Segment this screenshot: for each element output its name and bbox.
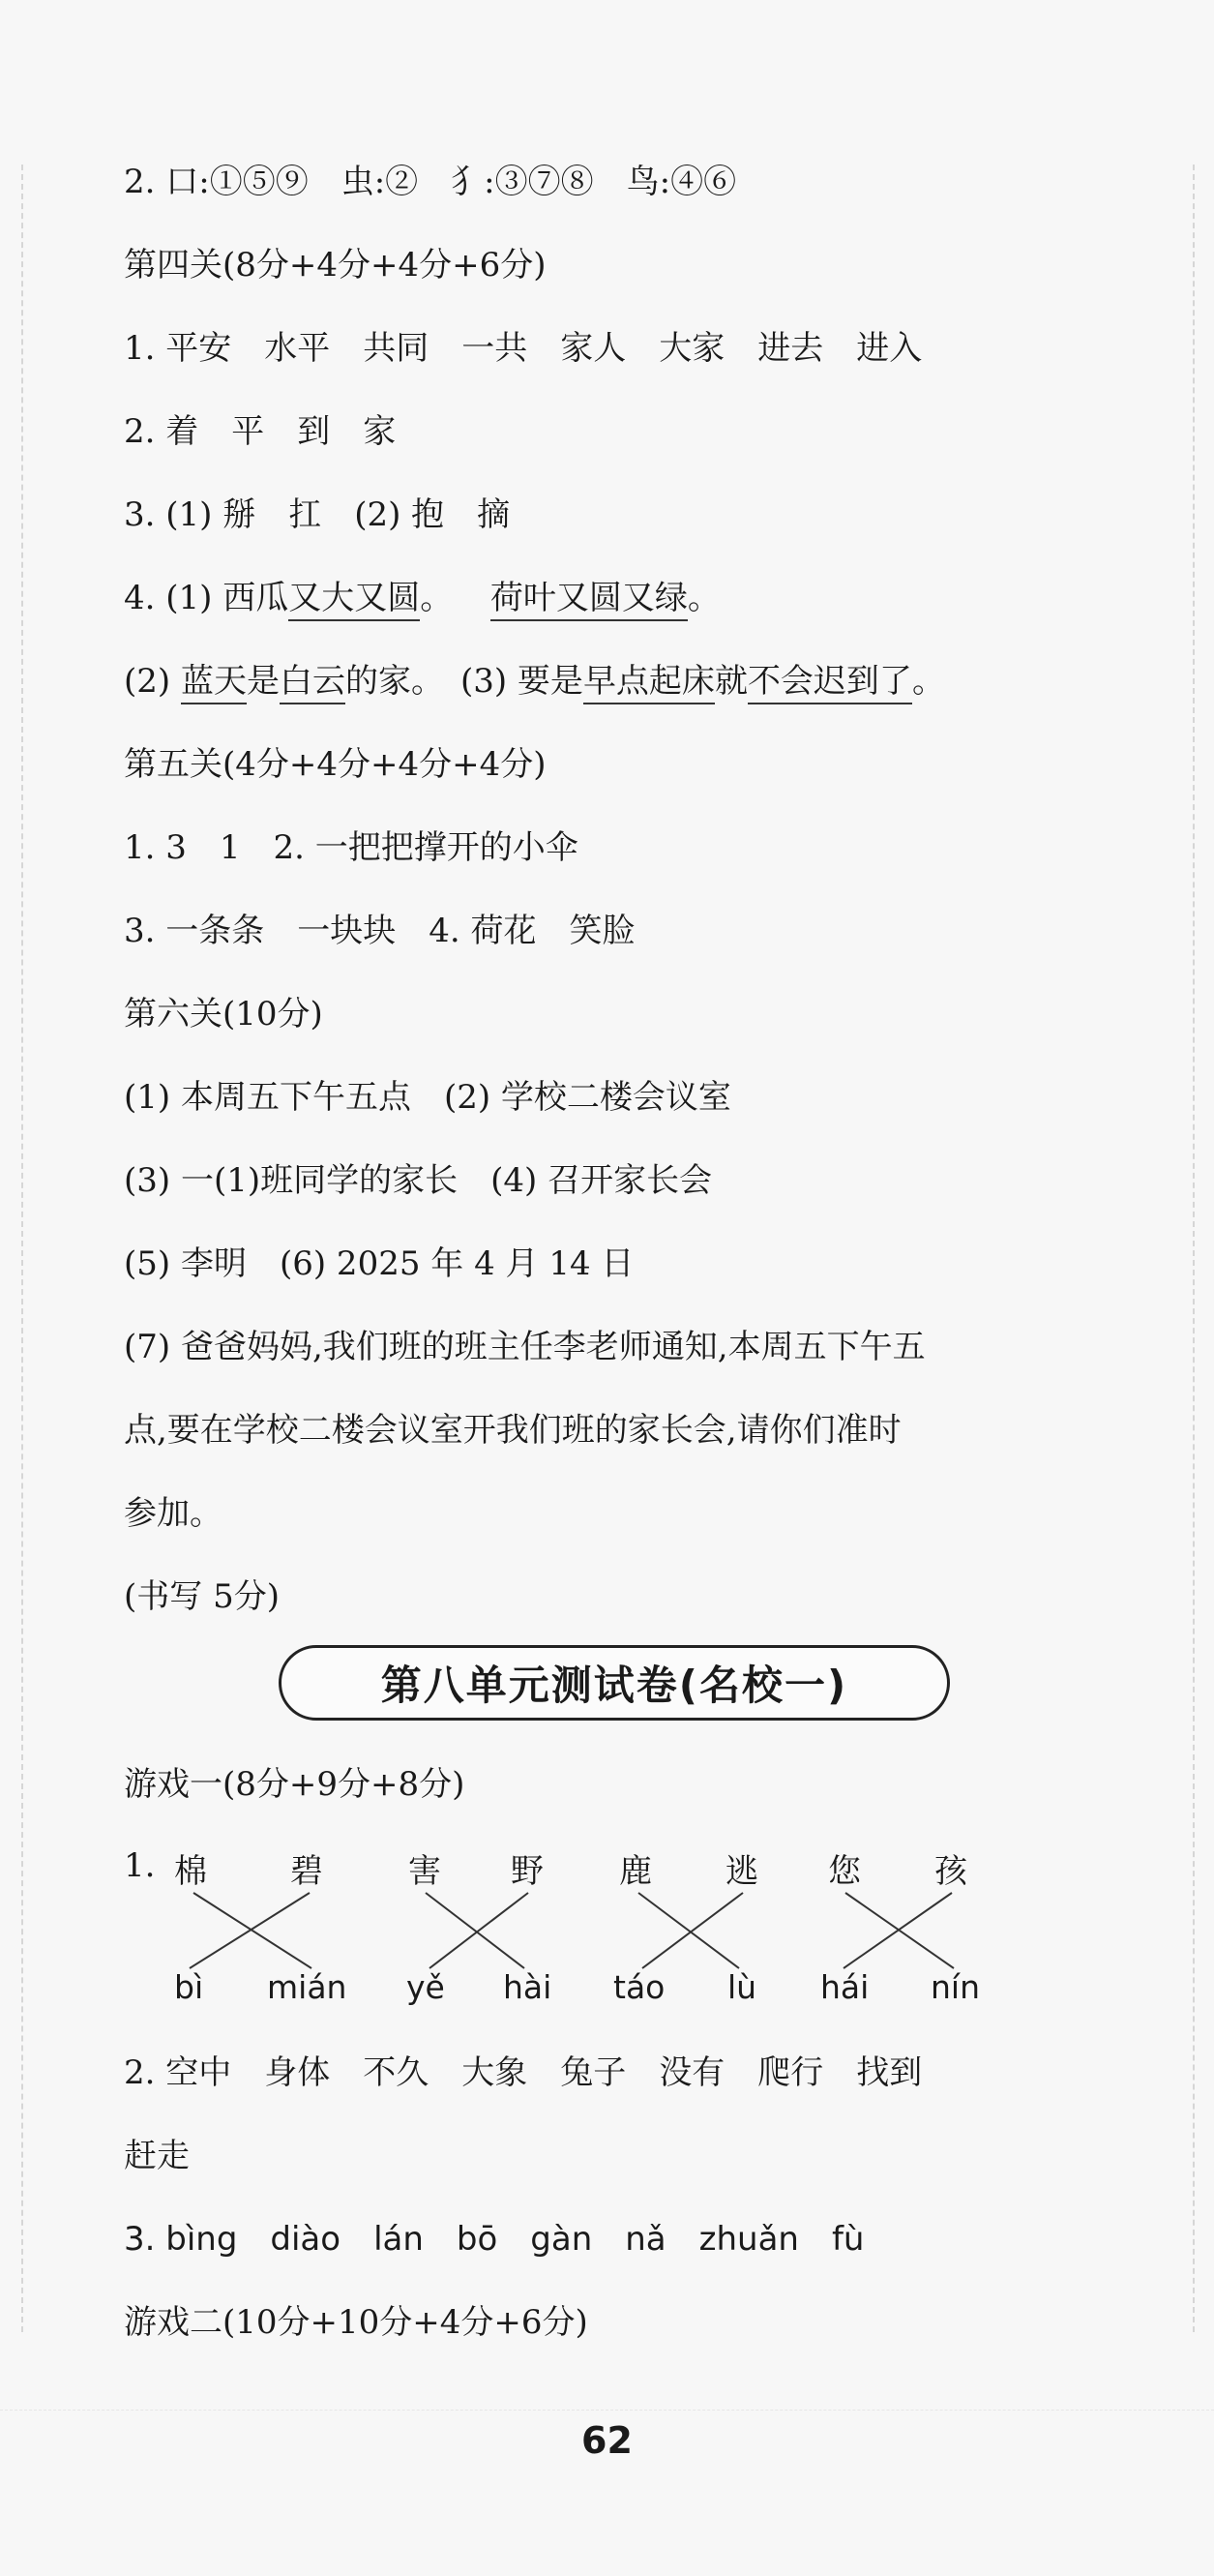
right-margin-rule [1193,165,1195,2332]
answer-line-pinyin: 3. bìng diào lán bō gàn nǎ zhuǎn fù [124,2220,865,2259]
answer-paragraph-line: 点,要在学校二楼会议室开我们班的家长会,请你们准时 [124,1411,902,1450]
match-line [642,1893,743,1968]
underlined-text: 荷叶又圆又绿 [490,579,688,621]
match-pinyin: yě [406,1968,445,2006]
match-char: 棉 [174,1852,207,1891]
match-pinyin: lù [727,1968,757,2006]
answer-line-sentences [124,577,1156,619]
answer-line: (3) 一(1)班同学的家长 (4) 召开家长会 [124,1161,713,1200]
match-line [638,1893,739,1968]
handwriting-score-note: (书写 5分) [124,1577,280,1616]
text-segment: 。 [911,662,945,701]
left-margin-rule [21,165,23,2332]
section-heading-game2: 游戏二(10分+10分+4分+6分) [124,2303,588,2342]
match-char: 害 [408,1852,441,1891]
section-heading-game1: 游戏一(8分+9分+8分) [124,1765,465,1804]
underlined-text: 白云 [280,662,345,704]
section-heading-level5: 第五关(4分+4分+4分+4分) [124,745,547,784]
text-segment: 4. (1) 西瓜 [124,579,289,617]
text-segment: 。 [687,579,721,617]
match-pinyin: mián [267,1968,347,2006]
footer-divider [0,2410,1214,2411]
match-char: 碧 [290,1852,323,1891]
match-char: 逃 [725,1852,758,1891]
page-number: 62 [581,2419,633,2462]
underlined-text: 不会迟到了 [748,662,912,704]
answer-line-radicals: 2. 口:①⑤⑨ 虫:② 犭:③⑦⑧ 鸟:④⑥ [124,163,737,201]
match-pinyin: bì [174,1968,204,2006]
match-pinyin: hài [503,1968,552,2006]
match-line [844,1893,952,1968]
underlined-text: 早点起床 [583,662,715,704]
answer-line: 2. 空中 身体 不久 大象 兔子 没有 爬行 找到 [124,2053,923,2092]
section-heading-level4: 第四关(8分+4分+4分+6分) [124,246,547,285]
text-segment: 是 [246,662,280,701]
match-char: 鹿 [619,1852,652,1891]
answer-line: 赶走 [124,2137,190,2175]
answer-line: 3. (1) 掰 扛 (2) 抱 摘 [124,495,511,534]
answer-line: 1. 3 1 2. 一把把撑开的小伞 [124,828,578,867]
match-pinyin: hái [820,1968,870,2006]
answer-paragraph-line: 参加。 [124,1494,222,1533]
match-char: 您 [828,1852,861,1891]
match-pinyin: nín [931,1968,980,2006]
answer-line: 3. 一条条 一块块 4. 荷花 笑脸 [124,912,636,950]
text-segment: (2) [124,662,181,701]
text-segment: 就 [714,662,748,701]
underlined-text: 蓝天 [181,662,247,704]
answer-paragraph-line: (7) 爸爸妈妈,我们班的班主任李老师通知,本周五下午五 [124,1328,926,1366]
match-pinyin: táo [613,1968,666,2006]
underlined-text: 又大又圆 [288,579,420,621]
answer-line: (1) 本周五下午五点 (2) 学校二楼会议室 [124,1078,731,1117]
text-segment: 的家。 (3) 要是 [344,662,583,701]
unit-test-title: 第八单元测试卷(名校一) [279,1645,950,1721]
text-segment: 。 [420,579,470,617]
match-char: 野 [511,1852,544,1891]
answer-line-sentences [124,660,1156,703]
match-line [429,1893,528,1968]
match-char: 孩 [934,1852,967,1891]
match-line [193,1893,311,1968]
answer-line: (5) 李明 (6) 2025 年 4 月 14 日 [124,1244,635,1283]
match-line [190,1893,310,1968]
answer-line: 1. 平安 水平 共同 一共 家人 大家 进去 进入 [124,329,923,368]
matching-question-number: 1. [124,1846,156,1885]
match-line [426,1893,524,1968]
answer-line: 2. 着 平 到 家 [124,412,397,451]
section-heading-level6: 第六关(10分) [124,995,323,1033]
match-line [845,1893,954,1968]
